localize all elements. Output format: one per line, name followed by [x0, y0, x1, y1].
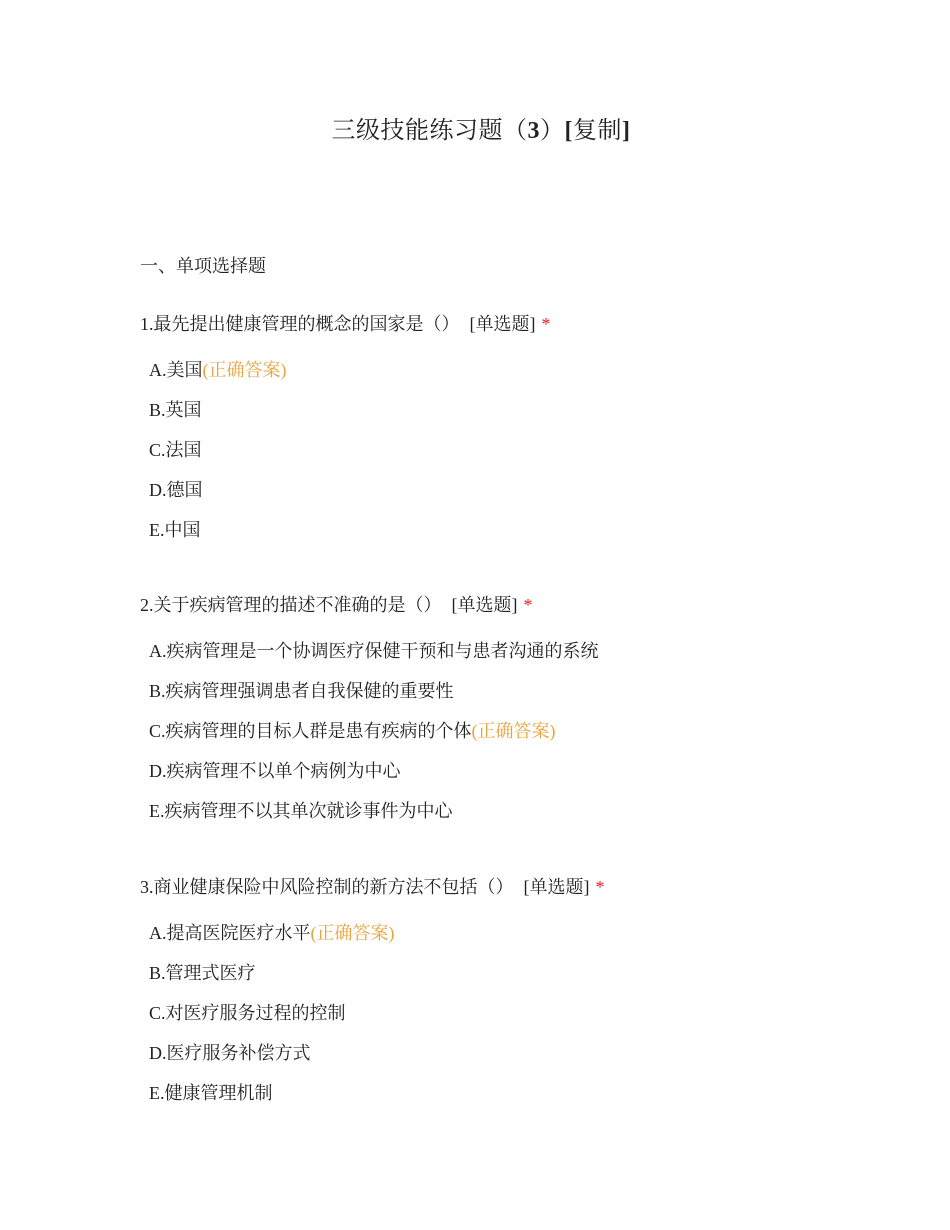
option-a[interactable]: [140, 920, 900, 960]
question-type-label: [单选题]: [451, 595, 518, 615]
question-stem: [140, 592, 900, 618]
question-stem: [140, 874, 900, 900]
option-list: [140, 920, 900, 1120]
option-e[interactable]: [140, 798, 900, 838]
question-1: [140, 311, 900, 557]
title-number: 3: [527, 118, 540, 144]
question-type-label: [单选题]: [469, 314, 536, 334]
option-b[interactable]: [140, 960, 900, 1000]
option-label: E.疾病管理不以其单次就诊事件为中心: [149, 801, 453, 821]
option-label: D.疾病管理不以单个病例为中心: [149, 761, 401, 781]
title-text: 三级技能练习题（: [331, 118, 528, 144]
question-text: 1.最先提出健康管理的概念的国家是（）: [140, 314, 460, 334]
section-heading: 一、单项选择题: [140, 256, 266, 276]
option-label: C.对医疗服务过程的控制: [149, 1003, 346, 1023]
question-text: 2.关于疾病管理的描述不准确的是（）: [140, 595, 442, 615]
question-2: [140, 592, 900, 838]
option-a[interactable]: [140, 357, 900, 397]
option-list: [140, 638, 900, 838]
title-open-bracket: [: [564, 118, 573, 144]
option-b[interactable]: [140, 678, 900, 718]
option-e[interactable]: [140, 517, 900, 557]
option-d[interactable]: [140, 758, 900, 798]
question-stem: [140, 311, 900, 337]
option-label: C.疾病管理的目标人群是患有疾病的个体: [149, 721, 472, 741]
option-label: A.美国: [149, 360, 203, 380]
option-e[interactable]: [140, 1080, 900, 1120]
option-label: C.法国: [149, 440, 202, 460]
question-text: 3.商业健康保险中风险控制的新方法不包括（）: [140, 877, 514, 897]
option-a[interactable]: [140, 638, 900, 678]
page-title: [0, 110, 950, 145]
required-mark: *: [541, 314, 551, 334]
option-label: B.管理式医疗: [149, 963, 256, 983]
title-close-paren: ）: [540, 118, 565, 144]
option-label: D.医疗服务补偿方式: [149, 1043, 311, 1063]
question-type-label: [单选题]: [523, 877, 590, 897]
option-c[interactable]: [140, 437, 900, 477]
option-label: B.疾病管理强调患者自我保健的重要性: [149, 681, 454, 701]
option-d[interactable]: [140, 477, 900, 517]
required-mark: *: [595, 877, 605, 897]
required-mark: *: [523, 595, 533, 615]
option-label: D.德国: [149, 480, 203, 500]
option-list: [140, 357, 900, 557]
option-c[interactable]: [140, 718, 900, 758]
option-label: E.中国: [149, 520, 201, 540]
correct-answer-tag: (正确答案): [202, 360, 287, 380]
option-label: B.英国: [149, 400, 202, 420]
option-label: A.疾病管理是一个协调医疗保健干预和与患者沟通的系统: [149, 641, 599, 661]
correct-answer-tag: (正确答案): [310, 923, 395, 943]
option-d[interactable]: [140, 1040, 900, 1080]
correct-answer-tag: (正确答案): [471, 721, 556, 741]
option-label: A.提高医院医疗水平: [149, 923, 311, 943]
title-suffix: 复制: [573, 118, 622, 144]
option-b[interactable]: [140, 397, 900, 437]
option-label: E.健康管理机制: [149, 1083, 273, 1103]
question-3: [140, 874, 900, 1120]
option-c[interactable]: [140, 1000, 900, 1040]
title-close-bracket: ]: [622, 118, 631, 144]
